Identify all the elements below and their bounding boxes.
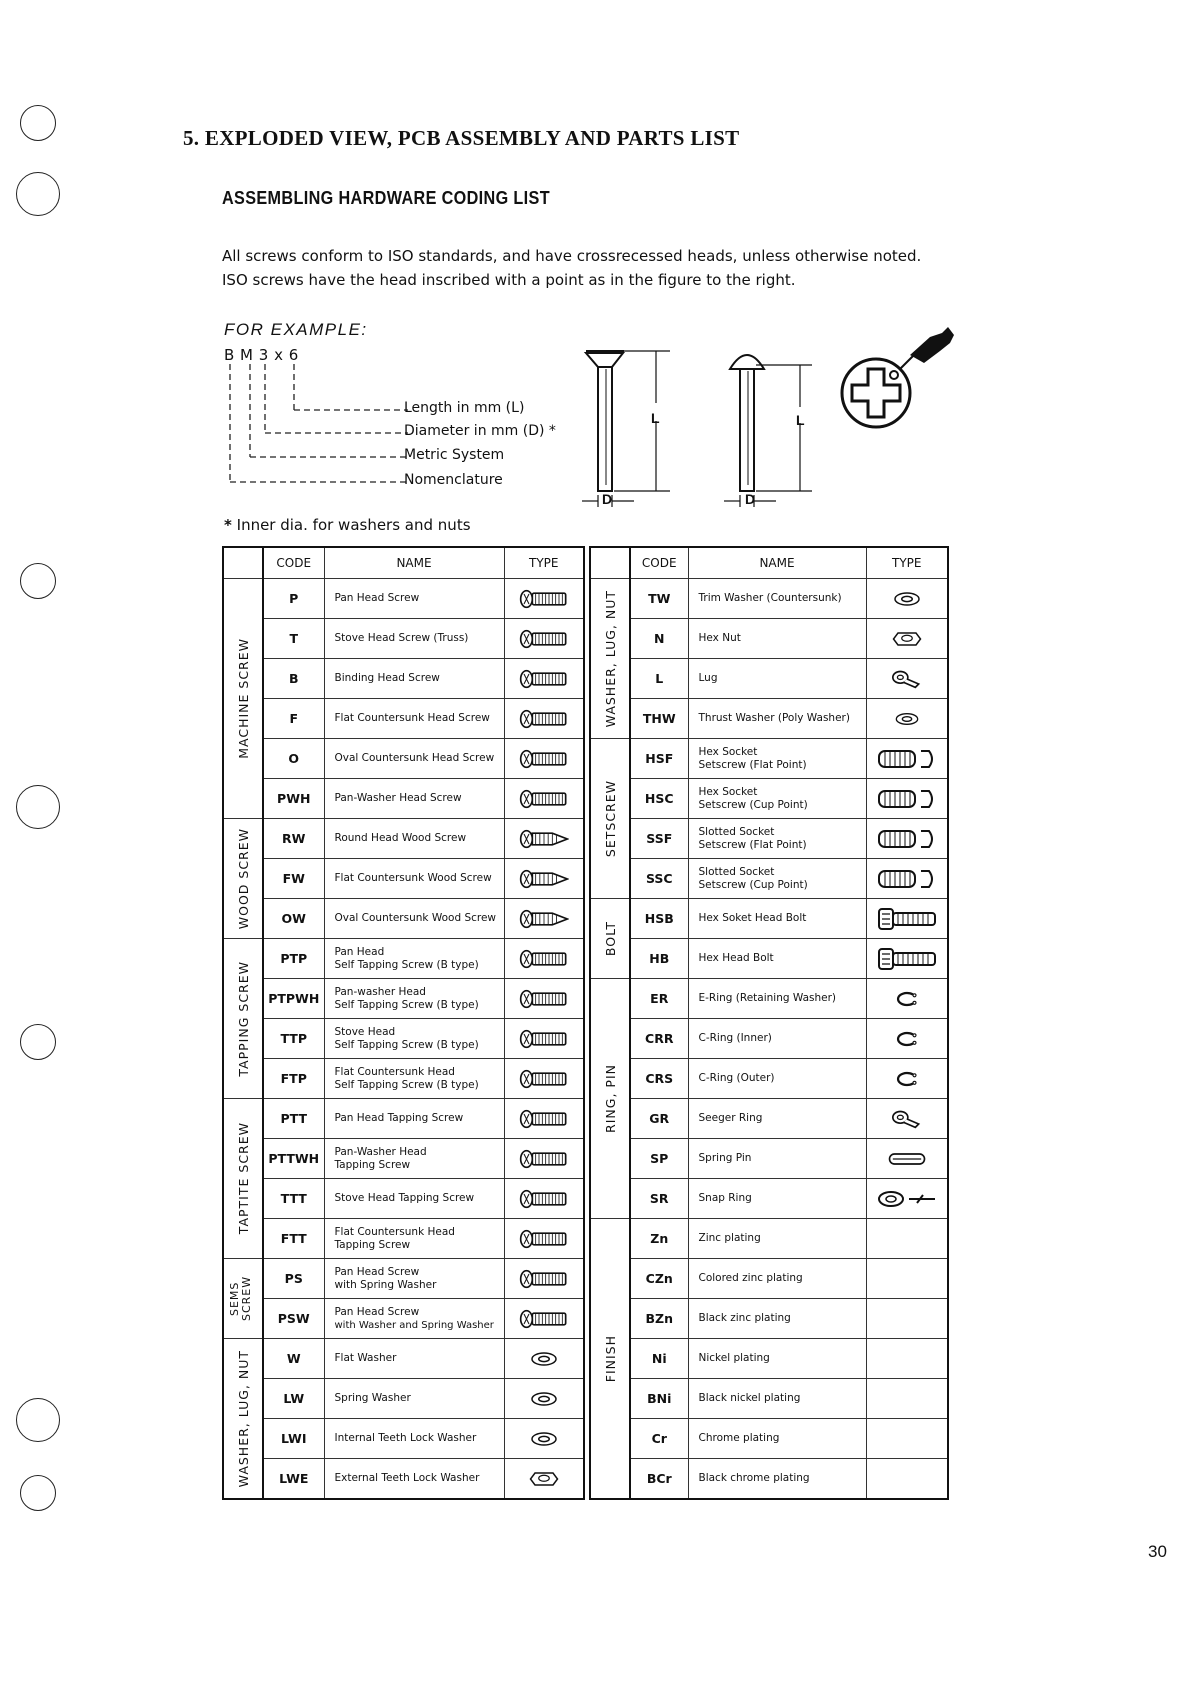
legend-bracket-lines [224, 362, 414, 487]
external-teeth-lock-washer-icon [504, 1459, 584, 1500]
category-ring-pin [590, 979, 630, 1219]
name-line-2: Self Tapping Screw (B type) [334, 998, 479, 1011]
name-cell [688, 819, 866, 859]
section-title: 5. EXPLODED VIEW, PCB ASSEMBLY AND PARTS LIST [183, 126, 740, 150]
footnote-text: Inner dia. for washers and nuts [236, 516, 471, 534]
type-cell-empty [866, 1419, 948, 1459]
table-row [590, 939, 948, 979]
name-cell: Round Head Wood Screw [324, 819, 504, 859]
name-line-2: Tapping Screw [334, 1158, 411, 1171]
table-row [590, 779, 948, 819]
name-cell: Spring Pin [688, 1139, 866, 1179]
table-row [223, 1139, 584, 1179]
name-line-2: Setscrew (Flat Point) [698, 838, 807, 851]
code-cell: SR [630, 1179, 688, 1219]
left-hardware-table [222, 546, 585, 1500]
name-cell [324, 1259, 504, 1299]
name-cell [688, 859, 866, 899]
hex-nut-icon [866, 619, 948, 659]
code-cell: ER [630, 979, 688, 1019]
table-row [223, 739, 584, 779]
dimension-d-label-2: D [745, 491, 756, 507]
code-cell: LW [263, 1379, 324, 1419]
code-cell: CRS [630, 1059, 688, 1099]
type-cell-empty [866, 1219, 948, 1259]
category-label: WOOD SCREW [235, 827, 251, 930]
trim-washer-icon [866, 579, 948, 619]
table-row [590, 1059, 948, 1099]
name-line-2: Self Tapping Screw (B type) [334, 1078, 479, 1091]
type-cell-empty [866, 1299, 948, 1339]
category-header [223, 547, 263, 579]
code-cell: LWI [263, 1419, 324, 1459]
table-row [223, 1339, 584, 1379]
name-cell: Chrome plating [688, 1419, 866, 1459]
name-line-2: with Washer and Spring Washer [334, 1319, 494, 1331]
list-title: ASSEMBLING HARDWARE CODING LIST [222, 188, 550, 208]
name-cell [324, 1139, 504, 1179]
table-row [223, 659, 584, 699]
name-header: NAME [324, 547, 504, 579]
name-cell: Stove Head Tapping Screw [324, 1179, 504, 1219]
name-cell: External Teeth Lock Washer [324, 1459, 504, 1500]
name-cell: Black nickel plating [688, 1379, 866, 1419]
name-cell [688, 739, 866, 779]
table-row [590, 1299, 948, 1339]
category-machine-screw [223, 579, 263, 819]
name-cell: Hex Soket Head Bolt [688, 899, 866, 939]
table-row [223, 819, 584, 859]
example-label: FOR EXAMPLE: [224, 320, 368, 339]
table-row [590, 739, 948, 779]
code-cell: BNi [630, 1379, 688, 1419]
e-ring-icon [866, 979, 948, 1019]
name-line-2: Setscrew (Cup Point) [698, 878, 808, 891]
code-header: CODE [263, 547, 324, 579]
name-line-1: Pan-washer Head [334, 985, 426, 998]
hex-socket-setscrew-flat-icon [866, 739, 948, 779]
code-cell: PTTWH [263, 1139, 324, 1179]
table-row [590, 1139, 948, 1179]
binding-head-screw-icon [504, 659, 584, 699]
name-cell: Oval Countersunk Wood Screw [324, 899, 504, 939]
lug-icon [866, 659, 948, 699]
category-label: TAPTITE SCREW [235, 1122, 251, 1235]
table-row [223, 1179, 584, 1219]
page-number: 30 [1148, 1542, 1167, 1561]
name-cell: Flat Countersunk Head Screw [324, 699, 504, 739]
code-cell: Ni [630, 1339, 688, 1379]
name-line-1: Flat Countersunk Head [334, 1065, 455, 1078]
category-label: MACHINE SCREW [235, 638, 251, 759]
code-cell: Zn [630, 1219, 688, 1259]
code-cell: HSC [630, 779, 688, 819]
name-cell: Spring Washer [324, 1379, 504, 1419]
name-cell: Pan Head Screw [324, 579, 504, 619]
slotted-setscrew-cup-icon [866, 859, 948, 899]
name-cell: Zinc plating [688, 1219, 866, 1259]
name-line-1: Pan Head [334, 945, 385, 958]
oval-countersunk-wood-screw-icon [504, 899, 584, 939]
table-row [223, 699, 584, 739]
category-finish [590, 1219, 630, 1500]
table-row [223, 1419, 584, 1459]
c-ring-inner-icon [866, 1019, 948, 1059]
name-cell [324, 1019, 504, 1059]
table-row [590, 1179, 948, 1219]
category-wood-screw [223, 819, 263, 939]
table-row [590, 859, 948, 899]
table-row [590, 699, 948, 739]
type-cell-empty [866, 1459, 948, 1500]
table-row [590, 819, 948, 859]
type-cell-empty [866, 1379, 948, 1419]
table-row [590, 659, 948, 699]
table-row [590, 1459, 948, 1500]
category-label: WASHER, LUG, NUT [602, 589, 618, 728]
code-header: CODE [630, 547, 688, 579]
table-header-row [590, 547, 948, 579]
name-cell: Flat Washer [324, 1339, 504, 1379]
code-cell: TTT [263, 1179, 324, 1219]
code-cell: N [630, 619, 688, 659]
flat-countersunk-taptite-screw-icon [504, 1219, 584, 1259]
asterisk: * [224, 516, 232, 534]
pan-washer-head-screw-icon [504, 779, 584, 819]
c-ring-outer-icon [866, 1059, 948, 1099]
name-line-2: Setscrew (Cup Point) [698, 798, 808, 811]
table-row [223, 579, 584, 619]
stove-head-tapping-screw-icon [504, 1019, 584, 1059]
flat-countersunk-screw-icon [504, 699, 584, 739]
name-cell: Lug [688, 659, 866, 699]
name-line-1: Pan Head Screw [334, 1305, 420, 1318]
table-row [590, 979, 948, 1019]
right-hardware-table [589, 546, 949, 1500]
code-cell: O [263, 739, 324, 779]
name-line-2: with Spring Washer [334, 1278, 437, 1291]
code-cell: BCr [630, 1459, 688, 1500]
name-cell: Nickel plating [688, 1339, 866, 1379]
name-cell: Flat Countersunk Wood Screw [324, 859, 504, 899]
code-cell: PTT [263, 1099, 324, 1139]
name-cell: Black zinc plating [688, 1299, 866, 1339]
table-row [223, 859, 584, 899]
binder-hole [20, 1024, 56, 1060]
binder-hole [16, 785, 60, 829]
code-cell: GR [630, 1099, 688, 1139]
name-line-1: Pan-Washer Head [334, 1145, 427, 1158]
table-row [590, 1099, 948, 1139]
type-header: TYPE [504, 547, 584, 579]
name-cell [324, 1219, 504, 1259]
category-label: SEMS SCREW [228, 1275, 253, 1322]
category-washer-lug-nut [590, 579, 630, 739]
name-cell [324, 1299, 504, 1339]
code-cell: PS [263, 1259, 324, 1299]
name-line-1: Slotted Socket [698, 825, 775, 838]
table-row [590, 1259, 948, 1299]
name-cell: Black chrome plating [688, 1459, 866, 1500]
type-header: TYPE [866, 547, 948, 579]
seeger-ring-icon [866, 1099, 948, 1139]
snap-ring-icon [866, 1179, 948, 1219]
sems-spring-washer-screw-icon [504, 1259, 584, 1299]
table-row [223, 1299, 584, 1339]
table-row [223, 899, 584, 939]
category-header [590, 547, 630, 579]
hex-head-bolt-icon [866, 939, 948, 979]
name-cell: C-Ring (Inner) [688, 1019, 866, 1059]
dimension-d-label: D [602, 491, 613, 507]
category-washer-lug-nut [223, 1339, 263, 1500]
name-cell: Thrust Washer (Poly Washer) [688, 699, 866, 739]
code-cell: B [263, 659, 324, 699]
category-bolt [590, 899, 630, 979]
table-row [223, 1259, 584, 1299]
table-row [223, 1379, 584, 1419]
table-row [590, 1339, 948, 1379]
type-cell-empty [866, 1339, 948, 1379]
name-line-1: Flat Countersunk Head [334, 1225, 455, 1238]
table-row [590, 579, 948, 619]
category-tapping-screw [223, 939, 263, 1099]
intro-line-2: ISO screws have the head inscribed with a point as in the figure to the right. [222, 271, 796, 289]
code-cell: LWE [263, 1459, 324, 1500]
table-row [223, 619, 584, 659]
code-cell: THW [630, 699, 688, 739]
legend-metric: Metric System [404, 447, 505, 463]
example-code: B M 3 x 6 [224, 346, 299, 364]
code-cell: T [263, 619, 324, 659]
code-cell: TW [630, 579, 688, 619]
code-cell: SSC [630, 859, 688, 899]
code-cell: RW [263, 819, 324, 859]
table-row [223, 939, 584, 979]
code-cell: PWH [263, 779, 324, 819]
name-header: NAME [688, 547, 866, 579]
pan-head-screw-icon [504, 579, 584, 619]
name-cell: Binding Head Screw [324, 659, 504, 699]
binder-hole [16, 172, 60, 216]
name-cell [324, 1059, 504, 1099]
table-row [590, 1379, 948, 1419]
table-row [590, 1219, 948, 1259]
spring-washer-icon [504, 1379, 584, 1419]
footnote [224, 516, 471, 534]
flat-washer-icon [504, 1339, 584, 1379]
code-cell: F [263, 699, 324, 739]
legend-nomenclature: Nomenclature [404, 472, 503, 488]
name-cell: Pan-Washer Head Screw [324, 779, 504, 819]
hex-socket-setscrew-cup-icon [866, 779, 948, 819]
pan-washer-tapping-screw-icon [504, 979, 584, 1019]
flat-countersunk-tapping-screw-icon [504, 1059, 584, 1099]
dimension-l-label: L [651, 410, 660, 426]
code-cell: CZn [630, 1259, 688, 1299]
legend-diameter: Diameter in mm (D) * [404, 423, 556, 439]
code-cell: HB [630, 939, 688, 979]
code-cell: SSF [630, 819, 688, 859]
name-line-1: Stove Head [334, 1025, 396, 1038]
type-cell-empty [866, 1259, 948, 1299]
code-cell: P [263, 579, 324, 619]
name-line-1: Slotted Socket [698, 865, 775, 878]
code-cell: FTT [263, 1219, 324, 1259]
name-line-2: Self Tapping Screw (B type) [334, 1038, 479, 1051]
sems-washer-screw-icon [504, 1299, 584, 1339]
name-cell: Hex Head Bolt [688, 939, 866, 979]
hex-socket-head-bolt-icon [866, 899, 948, 939]
round-head-wood-screw-icon [504, 819, 584, 859]
category-label: RING, PIN [602, 1064, 618, 1133]
name-cell: E-Ring (Retaining Washer) [688, 979, 866, 1019]
code-cell: PSW [263, 1299, 324, 1339]
category-taptite-screw [223, 1099, 263, 1259]
table-row [223, 779, 584, 819]
category-label: TAPPING SCREW [235, 960, 251, 1077]
name-cell: Internal Teeth Lock Washer [324, 1419, 504, 1459]
stove-head-screw-icon [504, 619, 584, 659]
table-row [590, 1419, 948, 1459]
code-cell: PTP [263, 939, 324, 979]
name-cell: Pan Head Tapping Screw [324, 1099, 504, 1139]
intro-line-1: All screws conform to ISO standards, and have crossrecessed heads, unless otherwise noted. [222, 247, 922, 265]
code-cell: L [630, 659, 688, 699]
table-row [223, 979, 584, 1019]
code-cell: PTPWH [263, 979, 324, 1019]
flat-countersunk-wood-screw-icon [504, 859, 584, 899]
name-line-1: Hex Socket [698, 785, 758, 798]
category-setscrew [590, 739, 630, 899]
name-cell [324, 939, 504, 979]
table-row [223, 1059, 584, 1099]
name-cell: Colored zinc plating [688, 1259, 866, 1299]
dimension-l-label-2: L [796, 412, 805, 428]
binder-hole [20, 563, 56, 599]
name-cell: Snap Ring [688, 1179, 866, 1219]
table-row [223, 1219, 584, 1259]
table-row [590, 1019, 948, 1059]
code-cell: OW [263, 899, 324, 939]
binder-hole [20, 1475, 56, 1511]
table-row [590, 619, 948, 659]
name-cell: Hex Nut [688, 619, 866, 659]
pan-washer-taptite-screw-icon [504, 1139, 584, 1179]
legend-length: Length in mm (L) [404, 400, 525, 416]
internal-teeth-lock-washer-icon [504, 1419, 584, 1459]
name-line-2: Self Tapping Screw (B type) [334, 958, 479, 971]
thrust-washer-icon [866, 699, 948, 739]
table-header-row [223, 547, 584, 579]
category-sems-screw [223, 1259, 263, 1339]
category-label: FINISH [602, 1334, 618, 1383]
countersunk-screw-diagram [578, 345, 678, 510]
table-row [590, 899, 948, 939]
code-cell: Cr [630, 1419, 688, 1459]
binder-hole [16, 1398, 60, 1442]
name-cell [688, 779, 866, 819]
code-cell: SP [630, 1139, 688, 1179]
table-row [223, 1459, 584, 1500]
name-cell [324, 979, 504, 1019]
code-cell: TTP [263, 1019, 324, 1059]
round-head-screw-diagram [720, 345, 820, 510]
code-cell: HSB [630, 899, 688, 939]
code-cell: W [263, 1339, 324, 1379]
code-cell: CRR [630, 1019, 688, 1059]
spring-pin-icon [866, 1139, 948, 1179]
category-label: WASHER, LUG, NUT [235, 1349, 251, 1488]
code-cell: HSF [630, 739, 688, 779]
code-cell: FTP [263, 1059, 324, 1099]
slotted-setscrew-flat-icon [866, 819, 948, 859]
oval-countersunk-screw-icon [504, 739, 584, 779]
name-cell: Stove Head Screw (Truss) [324, 619, 504, 659]
stove-head-taptite-screw-icon [504, 1179, 584, 1219]
code-cell: BZn [630, 1299, 688, 1339]
name-cell: C-Ring (Outer) [688, 1059, 866, 1099]
name-line-2: Tapping Screw [334, 1238, 411, 1251]
name-line-1: Hex Socket [698, 745, 758, 758]
name-cell: Seeger Ring [688, 1099, 866, 1139]
name-line-1: Pan Head Screw [334, 1265, 420, 1278]
iso-point-head-icon [840, 325, 960, 435]
category-label: SETSCREW [602, 779, 618, 858]
category-label: BOLT [602, 920, 618, 957]
table-row [223, 1099, 584, 1139]
code-cell: FW [263, 859, 324, 899]
table-row [223, 1019, 584, 1059]
name-line-2: Setscrew (Flat Point) [698, 758, 807, 771]
name-cell: Oval Countersunk Head Screw [324, 739, 504, 779]
pan-head-tapping-screw-icon [504, 939, 584, 979]
pan-head-taptite-screw-icon [504, 1099, 584, 1139]
name-cell: Trim Washer (Countersunk) [688, 579, 866, 619]
binder-hole [20, 105, 56, 141]
